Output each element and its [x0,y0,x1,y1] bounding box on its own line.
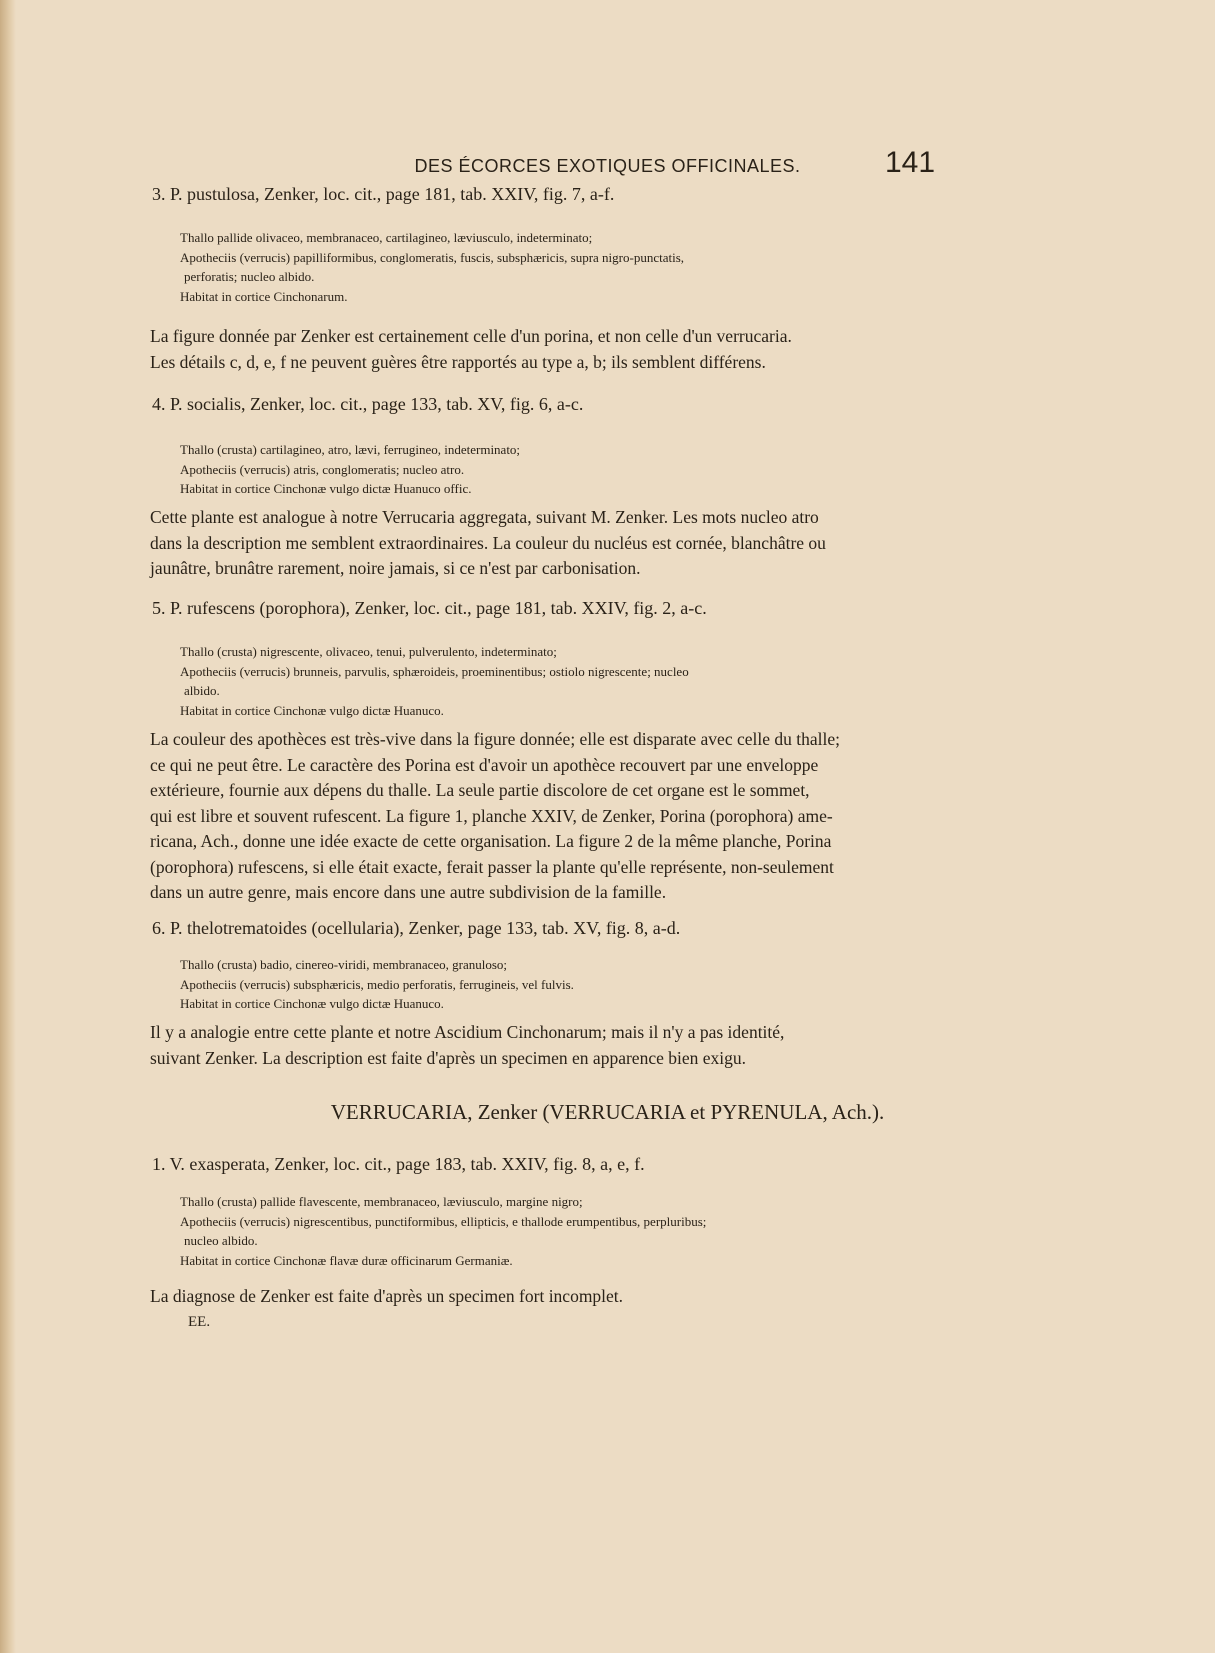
latin-line: Thallo (crusta) badio, cinereo-viridi, membranaceo, granuloso; [180,957,508,972]
paragraph-line: ce qui ne peut être. Le caractère des Porina est d'avoir un apothèce recouvert par une enveloppe [150,754,819,775]
entry-heading: 1. V. exasperata, Zenker, loc. cit., page 183, tab. XXIV, fig. 8, a, e, f. [152,1154,645,1174]
latin-line: Habitat in cortice Cinchonarum. [180,288,348,304]
paragraph-line: Cette plante est analogue à notre Verrucaria aggregata, suivant M. Zenker. Les mots nucleo atro [150,507,819,527]
paragraph-line: La couleur des apothèces est très-vive dans la figure donnée; elle est disparate avec celle du thalle; [150,729,840,749]
commentary-paragraph [150,1284,940,1310]
running-title: DES ÉCORCES EXOTIQUES OFFICINALES. [414,156,801,176]
latin-line: Habitat in cortice Cinchonæ flavæ duræ officinarum Germaniæ. [180,1252,513,1268]
paragraph-line: Les détails c, d, e, f ne peuvent guères être rapportés au type a, b; ils semblent différens. [150,351,766,372]
commentary-paragraph [150,505,940,582]
latin-line: Apotheciis (verrucis) papilliformibus, conglomeratis, fuscis, subsphæricis, supra nigro-punctatis, [180,249,685,265]
paragraph-line: La figure donnée par Zenker est certainement celle d'un porina, et non celle d'un verrucaria. [150,326,792,346]
paragraph-line: jaunâtre, brunâtre rarement, noire jamais, si ce n'est par carbonisation. [150,558,641,578]
latin-line: Thallo (crusta) cartilagineo, atro, lævi, ferrugineo, indeterminato; [180,442,521,457]
entry-heading: 5. P. rufescens (porophora), Zenker, loc. cit., page 181, tab. XXIV, fig. 2, a-c. [152,598,707,618]
paragraph-line: qui est libre et souvent rufescent. La figure 1, planche XXIV, de Zenker, Porina (porophora) ame- [150,805,833,826]
paragraph-line: Il y a analogie entre cette plante et notre Ascidium Cinchonarum; mais il n'y a pas identité, [150,1022,785,1042]
latin-description [180,955,940,1014]
latin-line: perforatis; nucleo albido. [184,269,315,284]
latin-line: Apotheciis (verrucis) nigrescentibus, punctiformibus, ellipticis, e thallode erumpentibus, perpluribus; [180,1213,707,1229]
paragraph-line: dans un autre genre, mais encore dans une autre subdivision de la famille. [150,882,667,902]
entry-heading: 3. P. pustulosa, Zenker, loc. cit., page 181, tab. XXIV, fig. 7, a-f. [152,184,615,204]
section-title: VERRUCARIA, Zenker (VERRUCARIA et PYRENULA, Ach.). [330,1100,885,1124]
paragraph-line: dans la description me semblent extraordinaires. La couleur du nucléus est cornée, blanchâtre ou [150,532,826,553]
latin-line: albido. [184,683,220,698]
latin-description [180,228,940,306]
latin-description [180,440,940,499]
latin-line: Apotheciis (verrucis) atris, conglomeratis; nucleo atro. [180,461,465,477]
latin-line: Thallo (crusta) nigrescente, olivaceo, tenui, pulverulento, indeterminato; [180,644,557,659]
latin-line: nucleo albido. [184,1233,258,1248]
signature-mark: EE. [188,1314,211,1330]
entry-heading: 4. P. socialis, Zenker, loc. cit., page 133, tab. XV, fig. 6, a-c. [152,394,584,414]
latin-line: Habitat in cortice Cinchonæ vulgo dictæ Huanuco offic. [180,481,472,496]
commentary-paragraph [150,1020,940,1071]
latin-description [180,1192,940,1270]
latin-line: Thallo (crusta) pallide flavescente, membranaceo, læviusculo, margine nigro; [180,1194,583,1209]
latin-line: Apotheciis (verrucis) subsphæricis, medio perforatis, ferrugineis, vel fulvis. [180,976,574,992]
paragraph-line: La diagnose de Zenker est faite d'après un specimen fort incomplet. [150,1286,624,1306]
paragraph-line: extérieure, fournie aux dépens du thalle. La seule partie discolore de cet organe est le sommet, [150,780,810,800]
commentary-paragraph [150,727,940,906]
latin-line: Habitat in cortice Cinchonæ vulgo dictæ Huanuco. [180,702,444,718]
latin-description [180,642,940,720]
page-number: 141 [885,146,936,179]
commentary-paragraph [150,324,940,375]
paragraph-line: ricana, Ach., donne une idée exacte de cette organisation. La figure 2 de la même planche, Porina [150,831,832,851]
latin-line: Habitat in cortice Cinchonæ vulgo dictæ Huanuco. [180,996,444,1011]
latin-line: Thallo pallide olivaceo, membranaceo, cartilagineo, læviusculo, indeterminato; [180,230,593,245]
paragraph-line: (porophora) rufescens, si elle était exacte, ferait passer la plante qu'elle représente, non-seulement [150,856,834,877]
entry-heading: 6. P. thelotrematoides (ocellularia), Zenker, page 133, tab. XV, fig. 8, a-d. [152,918,681,938]
paragraph-line: suivant Zenker. La description est faite d'après un specimen en apparence bien exigu. [150,1047,746,1068]
latin-line: Apotheciis (verrucis) brunneis, parvulis, sphæroideis, proeminentibus; ostiolo nigrescente; nucleo [180,663,689,679]
